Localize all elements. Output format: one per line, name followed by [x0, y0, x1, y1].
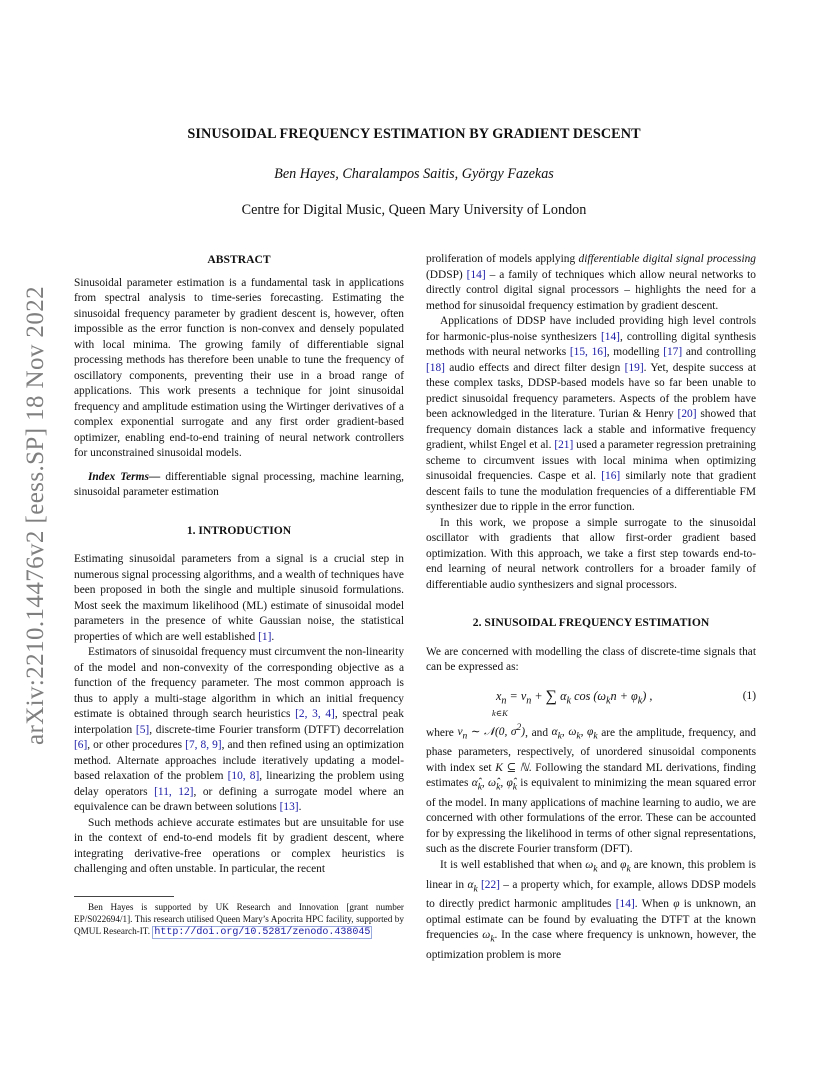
citation-link[interactable]: [14] — [466, 268, 486, 281]
abstract-heading: ABSTRACT — [207, 253, 271, 266]
right-paragraph-6: It is well established that when $\omega_k$ and $\varphi_k$ are known, this problem is linear in $\alpha_k$ [22] – a property which, for example, allows DDSP models to directly predict harmonic amplitudes [14]. When φ is unknown, an optimal estimate can be found by evaluating the DTFT at the known frequencies $\omega_k$. In the case where frequency is unknown, however, the optimization problem is more — [426, 858, 756, 962]
citation-link[interactable]: [22] — [480, 878, 500, 891]
paper-title: SINUSOIDAL FREQUENCY ESTIMATION BY GRADIENT DESCENT — [187, 126, 641, 142]
right-paragraph-3: In this work, we propose a simple surrogate to the sinusoidal oscillator with gradients that allow first-order gradient based optimization. With this approach, we take a first step towards end-to-end learning of neural network controllers for a broader family of differentiable audio synthesizers and signal processors. — [426, 516, 756, 591]
citation-link[interactable]: [7, 8, 9] — [185, 739, 222, 751]
citation-link[interactable]: [10, 8] — [227, 770, 260, 782]
citation-link[interactable]: [2, 3, 4] — [295, 708, 335, 720]
right-paragraph-2: Applications of DDSP have included providing high level controls for harmonic-plus-noise synthesizers [14], controlling digital synthesis methods with neural networks [15, 16], modelling [17] and controlling [18] audio effects and direct filter design [19]. Yet, despite success at these complex tasks, DDSP-based models have so far been unable to predict sinusoidal frequency parameters. Aspects of the problem have been acknowledged in the literature. Turian & Henry [20] showed that frequency domain distances lack a stable and informative frequency gradient, whilst Engel et al. [21] used a parameter regression pretraining scheme to circumvent issues with local minima when optimizing sinusoidal frequencies. Caspe et al. [16] similarly note that gradient descent fails to tune the modulation frequencies of a differentiable FM synthesizer due to ripple in the error function. — [426, 315, 757, 513]
citation-link[interactable]: [20] — [677, 408, 697, 420]
index-terms-text: differentiable signal processing, machine learning, sinusoidal parameter estimation — [74, 470, 404, 498]
intro-paragraph-1: Estimating sinusoidal parameters from a signal is a crucial step in numerous signal processing algorithms, and a wealth of techniques have been proposed in both the single and multiple sinusoid formulations. Most seek the maximum likelihood (ML) estimate of sinusoidal model parameters in the presence of white Gaussian noise, the statistical properties of which are well established [1]. — [74, 553, 404, 643]
citation-link[interactable]: [5] — [135, 723, 150, 736]
citation-link[interactable]: [21] — [554, 439, 574, 451]
author-list: Ben Hayes, Charalampos Saitis, György Fazekas — [274, 166, 554, 182]
equation-sum-index: k∈K — [492, 707, 508, 718]
citation-link[interactable]: [15, 16] — [569, 346, 607, 358]
footnote-url-link[interactable]: http://doi.org/10.5281/zenodo.438045 — [154, 927, 371, 938]
citation-link[interactable]: [1] — [258, 630, 272, 643]
index-terms-label: Index Terms— — [88, 470, 161, 483]
abstract-text: Sinusoidal parameter estimation is a fundamental task in applications from spectral analysis to time-series forecasting. Estimating the sinusoidal frequency parameter by gradient descent is, however, often impossible as the error function is non-convex and densely populated with local minima. The growing family of differentiable signal processing methods has therefore been unable to tune the frequency of oscillatory components, preventing their use in a broad range of applications. This work presents a technique for joint sinusoidal frequency and amplitude estimation using the Wirtinger derivatives of a complex exponential surrogate and any first order gradient-based optimizer, enabling end-to-end training of neural network controllers for unconstrained sinusoidal models. — [74, 276, 404, 459]
footnote-text: Ben Hayes is supported by UK Research and Innovation [grant number EP/S022694/1]. This research utilised Queen Mary’s Apocrita HPC facility, supported by QMUL Research-IT. — [74, 902, 404, 936]
right-column — [426, 252, 756, 964]
citation-link[interactable]: [14] — [615, 898, 635, 911]
left-column — [74, 252, 404, 878]
intro-paragraph-2: Estimators of sinusoidal frequency must circumvent the non-linearity of the model and non-convexity of the corresponding objective as a function of the frequency parameter. The most common approach is thus to apply a multi-stage algorithm in which an initial frequency estimate is obtained through search heuristics [2, 3, 4], spectral peak interpolation [5], discrete-time Fourier transform (DTFT) decorrelation [6], or other procedures [7, 8, 9], and then refined using an optimization method. Alternate approaches include iteratively updating a model-based relaxation of the problem [10, 8], linearizing the problem using delay operators [11, 12], or defining a surrogate model where an equivalence can be drawn between solutions [13]. — [74, 646, 405, 813]
equation-expression: $x_n = v_n$ + ∑ $\alpha_k$ $\cos (\omega_kn + \varphi_k)$ , — [496, 687, 653, 706]
citation-link[interactable]: [6] — [74, 739, 88, 751]
footnote-rule — [74, 896, 174, 897]
arxiv-margin-id: arXiv:2210.14476v2 [eess.SP] 18 Nov 2022 — [22, 285, 49, 745]
citation-link[interactable]: [14] — [600, 330, 620, 343]
footnote — [74, 896, 404, 939]
equation-number: (1) — [742, 689, 756, 702]
citation-link[interactable]: [17] — [663, 346, 683, 358]
affiliation: Centre for Digital Music, Queen Mary University of London — [241, 202, 587, 218]
index-terms — [74, 470, 404, 501]
citation-link[interactable]: [19] — [624, 361, 644, 374]
right-paragraph-5: where $v_n$ ∼ 𝒩(0, $\sigma^2$), and $\alpha_k$, $\omega_k$, $\varphi_k$ are the amplitude, frequency, and phase parameters, respectively, of unordered sinusoidal components with index set K ⊆ ℕ. Following the standard ML derivations, finding estimates $\alphâ_k$, $\omegâ_k$, $\varphî_k$ is equivalent to minimizing the mean squared error of the model. In many applications of machine learning to audio, we are concerned with other formulations of the error. These can be accounted for by expressing the likelihood in terms of other signal representations, such as the discrete Fourier transform (DFT). — [426, 723, 756, 856]
citation-link[interactable]: [16] — [601, 470, 621, 482]
right-paragraph-4: We are concerned with modelling the class of discrete-time signals that can be expressed as: — [426, 645, 756, 673]
equation-1 — [426, 682, 756, 718]
section-2-heading: 2. SINUSOIDAL FREQUENCY ESTIMATION — [472, 616, 710, 629]
introduction-heading: 1. INTRODUCTION — [186, 523, 292, 537]
citation-link[interactable]: [11, 12] — [154, 785, 194, 798]
citation-link[interactable]: [13] — [279, 801, 299, 813]
intro-paragraph-3: Such methods achieve accurate estimates but are unsuitable for use in the context of end-to-end models fit by gradient descent, where integrating derivative-free operations or complex heuristics is challenging and often unstable. In particular, the recent — [74, 816, 404, 875]
citation-link[interactable]: [18] — [426, 361, 445, 374]
right-paragraph-1: proliferation of models applying differentiable digital signal processing (DDSP) [14] – a family of techniques which allow neural networks to directly control digital signal processors – highlights the need for a method for sinusoidal frequency estimation by gradient descent. — [426, 253, 757, 312]
